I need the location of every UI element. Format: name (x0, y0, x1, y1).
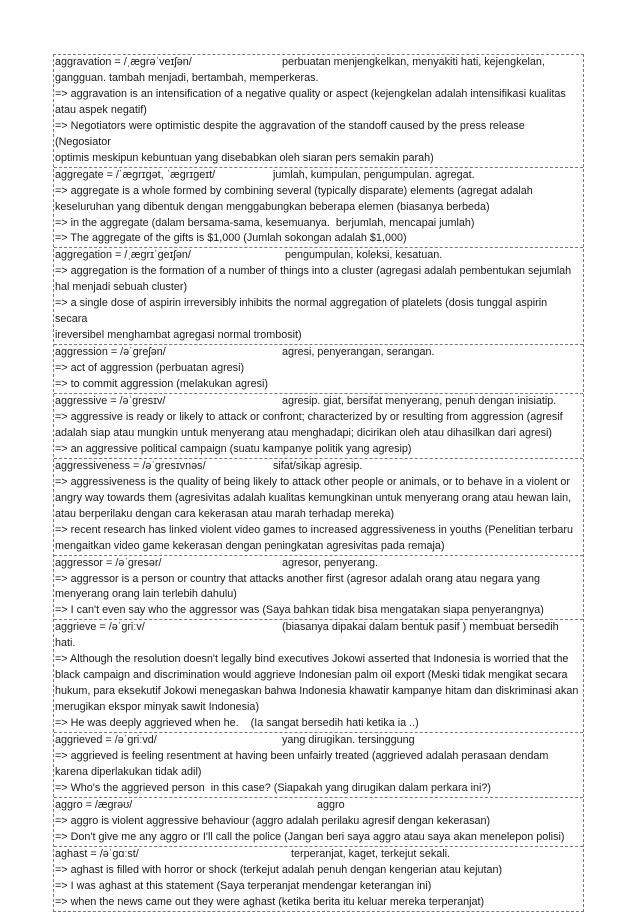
entry-headword-line (55, 556, 583, 572)
entry-text-line: secara (55, 313, 88, 326)
dictionary-entry (54, 733, 583, 798)
entry-headword: aggregation = /ˌæɡrɪˈɡeɪʃən/ (55, 249, 191, 262)
dictionary-entry (54, 394, 583, 459)
entry-text-line: => Negotiators were optimistic despite the aggravation of the standoff caused by the press release (55, 119, 525, 132)
dictionary-entry (54, 55, 583, 168)
entry-text-line: menyerang orang lain terlebih dahulu) (55, 588, 237, 601)
entry-translation: jumlah, kumpulan, pengumpulan. agregat. (273, 168, 475, 181)
entry-text-line: => Don't give me any aggro or I'll call the police (Jangan beri saya aggro atau saya akan menelepon polisi) (55, 830, 565, 843)
entry-text-line: mengaitkan video game kekerasan dengan peningkatan agresivitas pada remaja) (55, 539, 445, 552)
entry-headword-line (55, 620, 583, 636)
entry-headword-line (55, 847, 583, 863)
entry-headword: aghast = /əˈɡɑːst/ (55, 847, 139, 860)
dictionary-entry (54, 168, 583, 249)
entry-translation: aggro (317, 798, 345, 811)
dictionary-entry (54, 459, 583, 556)
entry-text-line: => recent research has linked violent video games to increased aggressiveness in youths (Penelitian terbaru (55, 523, 573, 536)
entry-headword: aggressive = /əˈɡresɪv/ (55, 395, 166, 408)
entry-text-line: => an aggressive political campaign (suatu kampanye politik yang agresip) (55, 442, 412, 455)
entry-text-line: optimis meskipun kebuntuan yang disebabkan oleh siaran pers semakin parah) (55, 151, 434, 164)
entry-translation: agresip. giat, bersifat menyerang, penuh dengan inisiatip. (282, 395, 557, 408)
entry-headword: aggressor = /əˈɡresər/ (55, 556, 162, 569)
entry-text-line: keseluruhan yang dibentuk dengan menggabungkan beberapa elemen (biasanya berbeda) (55, 200, 490, 213)
entry-text-line: atau berperilaku dengan cara kekerasan atau marah terhadap mereka) (55, 507, 395, 520)
entry-text-line: => aggrieved is feeling resentment at having been unfairly treated (aggrieved adalah perasaan dendam (55, 749, 549, 762)
entry-headword-line (55, 248, 583, 264)
entry-text-line: => I was aghast at this statement (Saya terperanjat mendengar keterangan ini) (55, 879, 432, 892)
entry-translation: terperanjat, kaget, terkejut sekali. (291, 847, 451, 860)
entry-text-line: hati. (55, 637, 76, 650)
entry-text-line: (Negosiator (55, 135, 111, 148)
entry-text-line: => Although the resolution doesn't legally bind executives Jokowi asserted that Indonesia is worried that the (55, 653, 569, 666)
entry-translation: yang dirugikan. tersinggung (282, 734, 415, 747)
entry-text-line: => aggregation is the formation of a number of things into a cluster (agregasi adalah pembentukan sejumlah (55, 265, 572, 278)
entry-text-line: gangguan. tambah menjadi, bertambah, memperkeras. (55, 71, 319, 84)
entry-headword: aggravation = /ˌæɡrəˈveɪʃən/ (55, 56, 192, 68)
entry-text-line: => in the aggregate (dalam bersama-sama, kesemuanya. berjumlah, mencapai jumlah) (55, 216, 475, 229)
entry-headword: aggregate = /ˈæɡrɪɡət, ˈæɡrɪɡeɪt/ (55, 168, 216, 181)
entry-headword: aggro = /æɡrəʊ/ (55, 798, 133, 811)
entry-text-line: => aggressiveness is the quality of being likely to attack other people or animals, or to behave in a violent or (55, 475, 570, 488)
entry-translation: agresor, penyerang. (282, 556, 379, 569)
entry-text-line: hal menjadi sebuah cluster) (55, 281, 188, 294)
entry-text-line: => aggregate is a whole formed by combining several (typically disparate) elements (agregat adalah (55, 184, 533, 197)
entry-text-line: ireversibel menghambat agregasi normal trombosit) (55, 329, 302, 342)
dictionary-entry (54, 620, 583, 733)
entry-headword: aggrieve = /əˈɡriːv/ (55, 621, 145, 634)
entry-text-line: => Who's the aggrieved person in this case? (Siapakah yang dirugikan dalam perkara ini?) (55, 781, 491, 794)
dictionary-entry (54, 847, 583, 911)
entry-headword-line (55, 733, 583, 749)
entry-text-line: atau aspek negatif) (55, 103, 147, 116)
entry-text-line: => He was deeply aggrieved when he. (Ia sangat bersedih hati ketika ia ..) (55, 717, 419, 730)
entry-text-line: black campaign and discrimination would aggrieve Indonesian palm oil export (Meski tidak mengikat secara (55, 669, 568, 682)
entry-text-line: angry way towards them (agresivitas adalah kualitas kemungkinan untuk menyerang orang atau hewan lain, (55, 491, 572, 504)
entry-text-line: => when the news came out they were aghast (ketika berita itu keluar mereka terperanjat) (55, 895, 485, 908)
entry-headword: aggrieved = /əˈɡriːvd/ (55, 734, 157, 747)
entry-headword-line (55, 459, 583, 475)
entry-translation: sifat/sikap agresip. (273, 459, 363, 472)
dictionary-entry (54, 798, 583, 847)
entry-headword-line (55, 394, 583, 410)
entry-text-line: => aggravation is an intensification of a negative quality or aspect (kejengkelan adalah intensifikasi kualitas (55, 87, 566, 100)
dictionary-entry (54, 345, 583, 394)
entry-text-line: => act of aggression (perbuatan agresi) (55, 362, 245, 375)
entry-text-line: => The aggregate of the gifts is $1,000 (Jumlah sokongan adalah $1,000) (55, 232, 407, 245)
entry-translation: perbuatan menjengkelkan, menyakiti hati, kejengkelan, (282, 56, 545, 68)
entry-headword-line (55, 345, 583, 361)
entry-text-line: => to commit aggression (melakukan agresi) (55, 378, 269, 391)
dictionary-entry (54, 556, 583, 621)
entry-text-line: karena diperlakukan tidak adil) (55, 765, 202, 778)
entry-text-line: hukum, para eksekutif Jokowi menegaskan bahwa Indonesia khawatir kampanye hitam dan diskriminasi akan (55, 685, 579, 698)
entry-text-line: => aggro is violent aggressive behaviour (aggro adalah perilaku agresif dengan kekerasan) (55, 814, 491, 827)
entry-headword-line (55, 798, 583, 814)
entry-text-line: merugikan ekspor minyak sawit Indonesia) (55, 701, 260, 714)
entry-headword: aggression = /əˈɡreʃən/ (55, 346, 166, 359)
entry-headword-line (55, 168, 583, 184)
entry-text-line: => a single dose of aspirin irreversibly inhibits the normal aggregation of platelets (dosis tunggal aspirin (55, 297, 548, 310)
entry-translation: pengumpulan, koleksi, kesatuan. (285, 249, 443, 262)
entry-text-line: => aghast is filled with horror or shock (terkejut adalah penuh dengan kengerian atau kejutan) (55, 863, 503, 876)
entry-headword: aggressiveness = /əˈɡresɪvnəs/ (55, 459, 206, 472)
dictionary-page (53, 54, 584, 912)
entry-text-line: => aggressive is ready or likely to attack or confront; characterized by or resulting from aggression (agresif (55, 410, 563, 423)
entry-text-line: => I can't even say who the aggressor was (Saya bahkan tidak bisa mengatakan siapa penyerangnya) (55, 604, 544, 617)
entry-text-line: adalah siap atau mungkin untuk menyerang atau menghadapi; dicirikan oleh atau dihasilkan dari agresi) (55, 426, 552, 439)
dictionary-entry (54, 248, 583, 345)
entry-translation: agresi, penyerangan, serangan. (282, 346, 435, 359)
entry-translation: (biasanya dipakai dalam bentuk pasif ) membuat bersedih (282, 621, 559, 634)
entry-text-line: => aggressor is a person or country that attacks another first (agresor adalah orang atau negara yang (55, 572, 540, 585)
entry-headword-line (55, 55, 583, 71)
